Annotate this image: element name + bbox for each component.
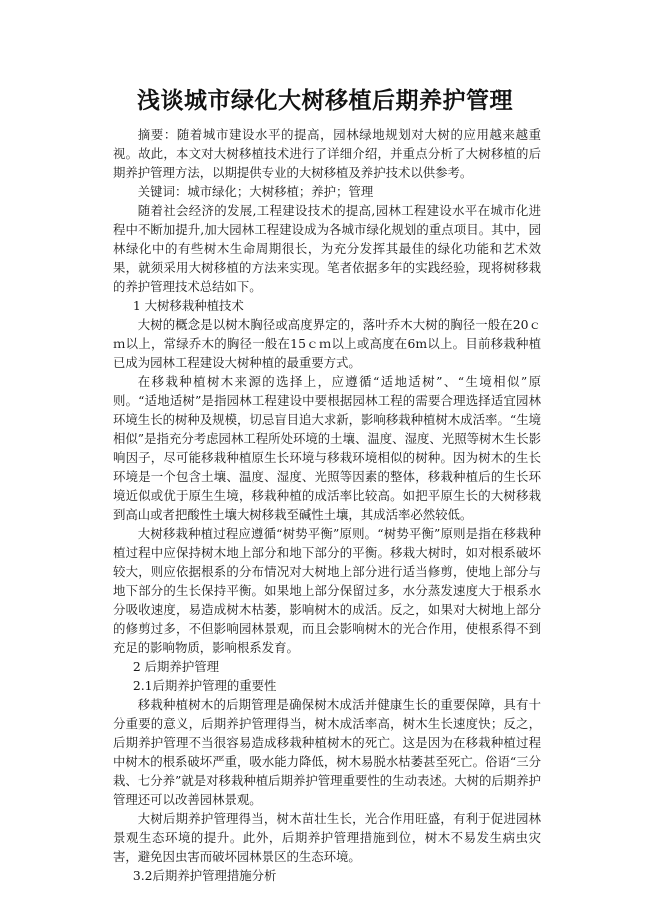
keywords-paragraph: 关键词：城市绿化；大树移植；养护；管理: [137, 184, 374, 199]
subsection-heading-3-2: 3.2后期养护管理措施分析: [132, 868, 277, 883]
subsection-heading-2-1: 2.1后期养护管理的重要性: [132, 678, 277, 693]
body-paragraph: 在移栽种植树木来源的选择上，应遵循“适地适树”、“生境相似”原则。“适地适树”是指园林工程建设中要根据园林工程的需要合理选择适宜园林环境生长的树种及规模，切忌盲目追大求新，影响移栽种植树木成活率。“生境相似”是指充分考虑园林工程所处环境的土壤、温度、湿度、光照等树木生长影响因子，尽可能移栽种植原生长环境与移栽环境相似的树种。因为树木的生长环境是一个包含土壤、温度、湿度、光照等因素的整体，移栽种植后的生长环境近似或优于原生生境，移栽种植的成活率比较高。如把平原生长的大树移栽到高山或者把酸性土壤大树移栽至碱性土壤，其成活率必然较低。: [113, 374, 541, 522]
section-heading-2: 2 后期养护管理: [132, 659, 219, 674]
body-paragraph: 大树移栽种植过程应遵循“树势平衡”原则。“树势平衡”原则是指在移栽种植过程中应保持树木地上部分和地下部分的平衡。移栽大树时，如对根系破坏较大，则应依据根系的分布情况对大树地上部分进行适当修剪，使地上部分与地下部分的生长保持平衡。如果地上部分保留过多，水分蒸发速度大于根系水分吸收速度，易造成树木枯萎，影响树木的成活。反之，如果对大树地上部分的修剪过多，不但影响园林景观，而且会影响树木的光合作用，使根系得不到充足的影响物质，影响根系发育。: [113, 526, 541, 655]
body-paragraph: 大树后期养护管理得当，树木苗壮生长，光合作用旺盛，有利于促进园林景观生态环境的提升。此外，后期养护管理措施到位，树木不易发生病虫灾害，避免因虫害而破坏园林景区的生态环境。: [113, 811, 541, 864]
body-paragraph: 大树的概念是以树木胸径或高度界定的，落叶乔木大树的胸径一般在20ｃｍ以上，常绿乔木的胸径一般在15ｃｍ以上或高度在6m以上。目前移栽种植已成为园林工程建设大树种植的最重要方式。: [113, 317, 541, 370]
document-body: [113, 125, 541, 885]
body-paragraph: 移栽种植树木的后期管理是确保树木成活并健康生长的重要保障，具有十分重要的意义，后期养护管理得当，树木成活率高，树木生长速度快；反之，后期养护管理不当很容易造成移栽种植树木的死亡。这是因为在移栽种植过程中树木的根系破坏严重，吸水能力降低，树木易脱水枯萎甚至死亡。俗语“三分栽、七分养”就是对移栽种植后期养护管理重要性的生动表述。大树的后期养护管理还可以改善园林景观。: [113, 697, 541, 807]
abstract-paragraph: 摘要：随着城市建设水平的提高，园林绿地规划对大树的应用越来越重视。故此，本文对大树移植技术进行了详细介绍，并重点分析了大树移植的后期养护管理方法，以期提供专业的大树移植及养护技术以供参考。: [113, 127, 541, 180]
document-title: 浅谈城市绿化大树移植后期养护管理: [137, 88, 513, 114]
intro-paragraph: 随着社会经济的发展,工程建设技术的提高,园林工程建设水平在城市化进程中不断加提升,加大园林工程建设成为各城市绿化规划的重点项目。其中，园林绿化中的有些树木生命周期很长，为充分发挥其最佳的绿化功能和艺术效果，就须采用大树移植的方法来实现。笔者依据多年的实践经验，现将树移栽的养护管理技术总结如下。: [113, 203, 541, 294]
section-heading-1: 1 大树移栽种植技术: [132, 298, 244, 313]
